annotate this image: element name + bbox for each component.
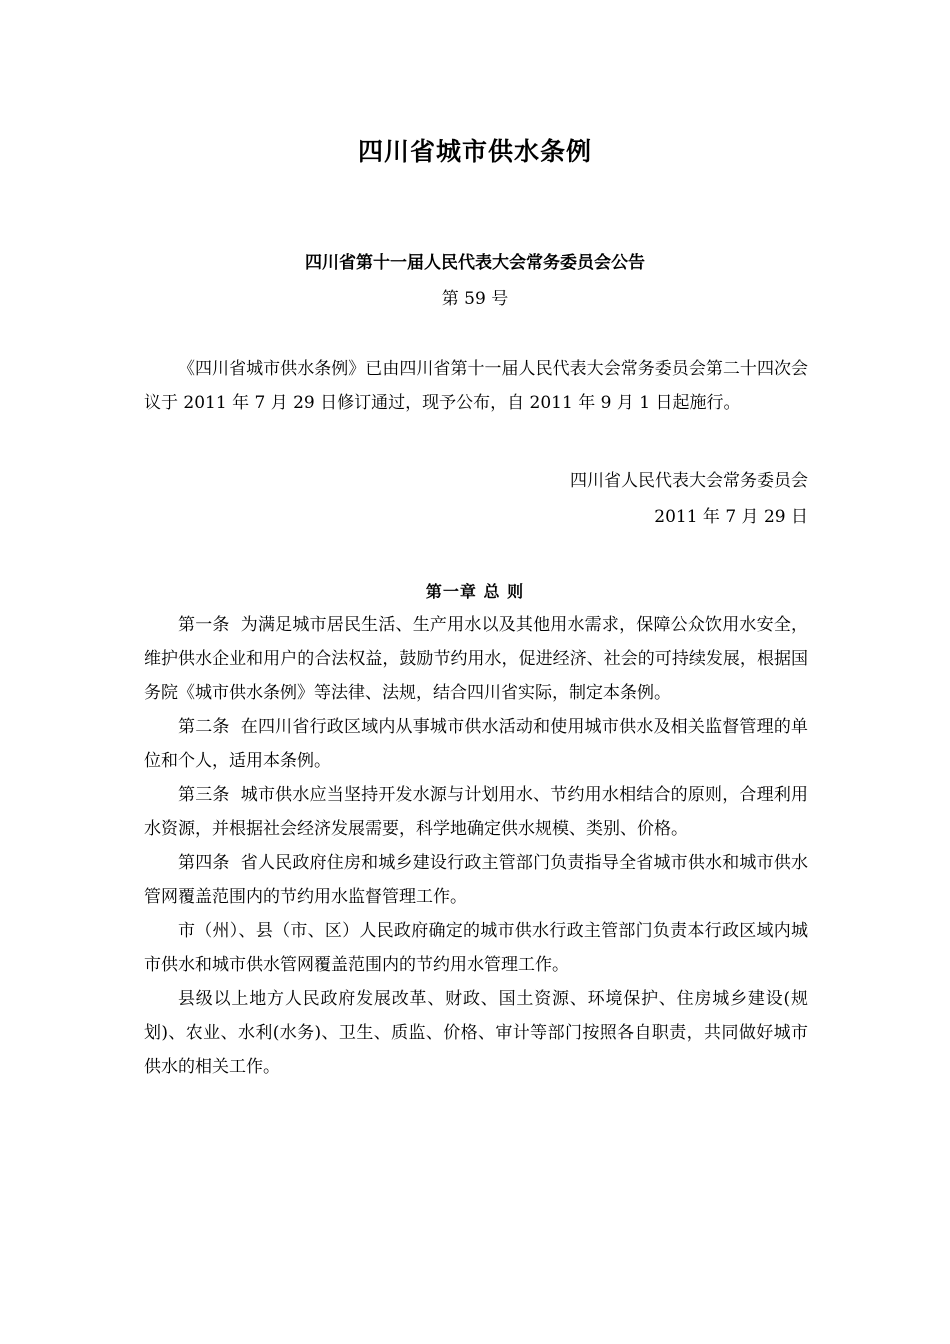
article-3 bbox=[144, 778, 808, 846]
article-label: 第二条 bbox=[178, 717, 230, 737]
announcement-body-block bbox=[144, 352, 808, 420]
article-1 bbox=[144, 608, 808, 710]
article-text: 为满足城市居民生活、生产用水以及其他用水需求，保障公众饮用水安全，维护供水企业和用户的合法权益，鼓励节约用水，促进经济、社会的可持续发展，根据国务院《城市供水条例》等法律、法规，结合四川省实际，制定本条例。 bbox=[144, 615, 809, 703]
announcement-date: 2011 年 7 月 29 日 bbox=[654, 507, 808, 527]
article-label: 第四条 bbox=[178, 853, 230, 873]
chapter-title: 第一章 总 则 bbox=[425, 582, 525, 601]
announcement-body: 《四川省城市供水条例》已由四川省第十一届人民代表大会常务委员会第二十四次会议于 2011 年 7 月 29 日修订通过，现予公布，自 2011 年 9 月 1 日起施行。 bbox=[144, 359, 808, 413]
article-label: 第一条 bbox=[178, 615, 230, 635]
article-text: 在四川省行政区域内从事城市供水活动和使用城市供水及相关监督管理的单位和个人，适用本条例。 bbox=[144, 717, 809, 771]
article-label: 第三条 bbox=[178, 785, 230, 805]
announcement-number: 第 59 号 bbox=[441, 289, 509, 309]
paragraph: 市（州）、县（市、区）人民政府确定的城市供水行政主管部门负责本行政区域内城市供水和城市供水管网覆盖范围内的节约用水管理工作。 bbox=[144, 921, 808, 975]
article-4 bbox=[144, 846, 808, 914]
announcement-signer: 四川省人民代表大会常务委员会 bbox=[570, 471, 808, 491]
paragraph: 县级以上地方人民政府发展改革、财政、国土资源、环境保护、住房城乡建设(规划)、农业、水利(水务)、卫生、质监、价格、审计等部门按照各自职责，共同做好城市供水的相关工作。 bbox=[144, 989, 808, 1077]
article-text: 城市供水应当坚持开发水源与计划用水、节约用水相结合的原则，合理利用水资源，并根据社会经济发展需要，科学地确定供水规模、类别、价格。 bbox=[144, 785, 809, 839]
article-text: 省人民政府住房和城乡建设行政主管部门负责指导全省城市供水和城市供水管网覆盖范围内的节约用水监督管理工作。 bbox=[144, 853, 809, 907]
article-2 bbox=[144, 710, 808, 778]
announcement-heading: 四川省第十一届人民代表大会常务委员会公告 bbox=[305, 253, 645, 273]
articles-block bbox=[144, 608, 808, 1084]
document-title: 四川省城市供水条例 bbox=[357, 137, 592, 166]
